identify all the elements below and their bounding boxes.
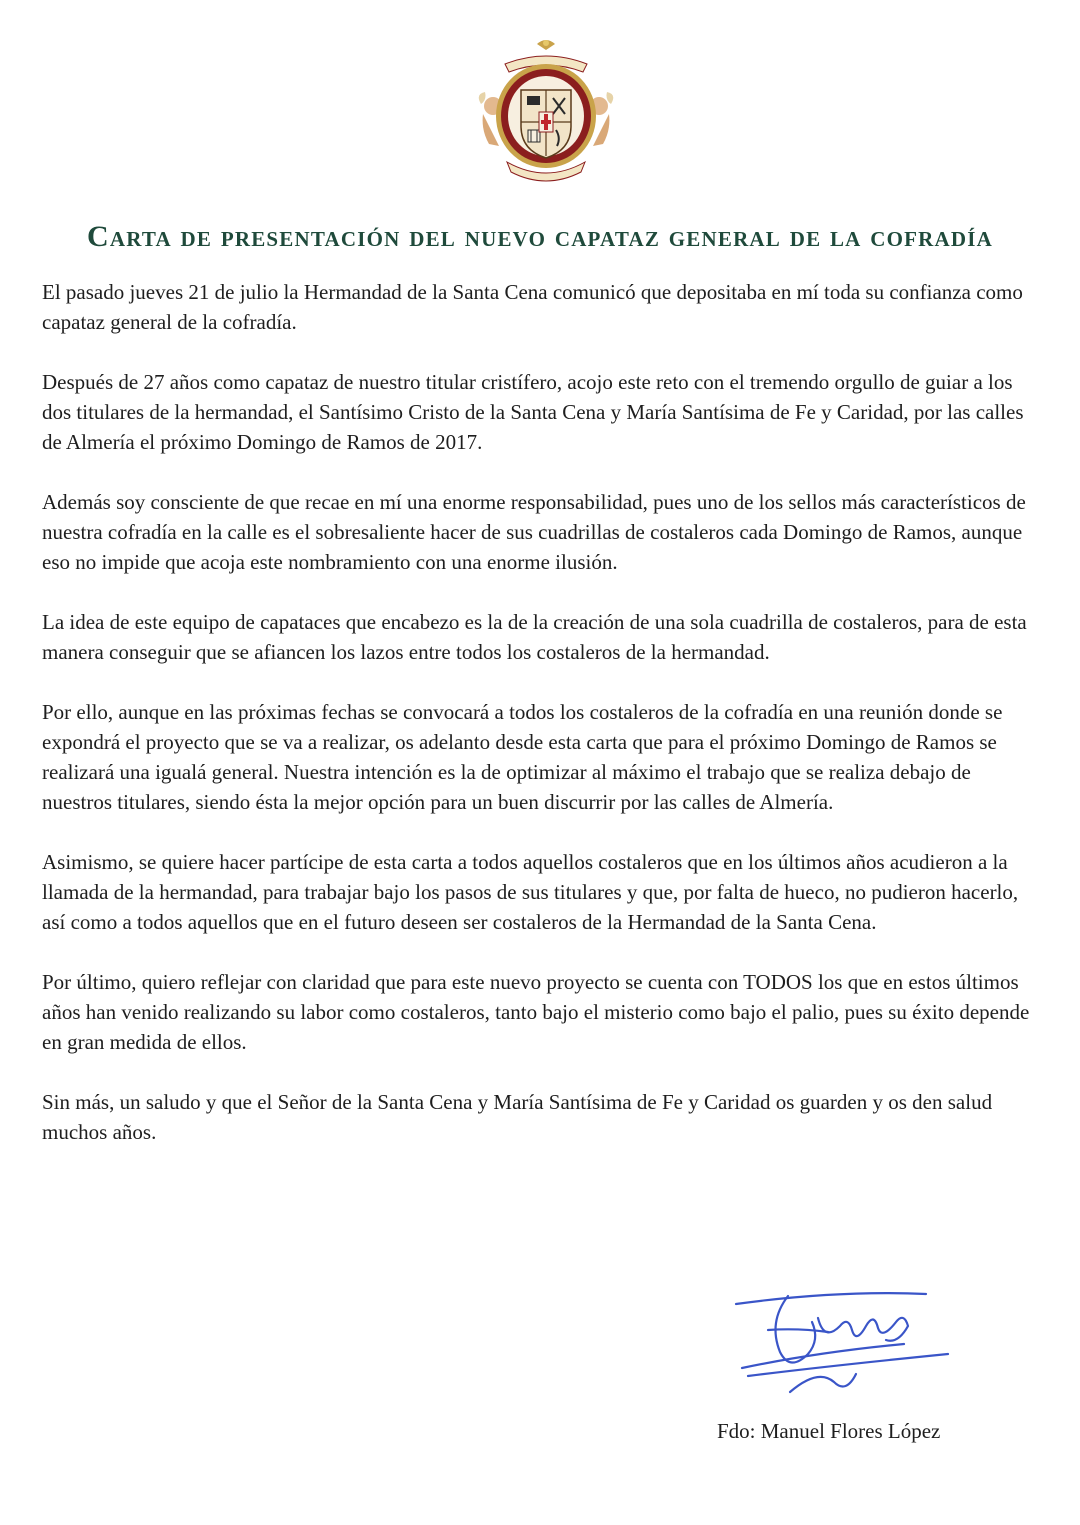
signed-by: Fdo: Manuel Flores López bbox=[717, 1419, 941, 1443]
paragraph: Además soy consciente de que recae en mí una enorme responsabilidad, pues uno de los sellos más característicos de nuestra cofradía en la calle es el sobresaliente hacer de sus cuadrillas de costaleros cada Domingo de Ramos, aunque eso no impide que acoja este nombramiento con una enorme ilusión. bbox=[42, 490, 1026, 574]
coat-of-arms-icon bbox=[477, 34, 615, 184]
letter-title: Carta de presentación del nuevo capataz general de la cofradía bbox=[86, 220, 994, 253]
paragraph: Después de 27 años como capataz de nuestro titular cristífero, acojo este reto con el tremendo orgullo de guiar a los dos titulares de la hermandad, el Santísimo Cristo de la Santa Cena y María Santísima de Fe y Caridad, por las calles de Almería el próximo Domingo de Ramos de 2017. bbox=[42, 370, 1024, 454]
paragraph: Por ello, aunque en las próximas fechas se convocará a todos los costaleros de la cofradía en una reunión donde se expondrá el proyecto que se va a realizar, os adelanto desde esta carta que para el próximo Domingo de Ramos se realizará una igualá general. Nuestra intención es la de optimizar al máximo el trabajo que se realiza debajo de nuestros titulares, siendo ésta la mejor opción para un buen discurrir por las calles de Almería. bbox=[42, 700, 1003, 814]
paragraph: La idea de este equipo de capataces que encabezo es la de la creación de una sola cuadrilla de costaleros, para de esta manera conseguir que se afiancen los lazos entre todos los costaleros de la hermandad. bbox=[42, 610, 1027, 664]
signature-icon bbox=[728, 1282, 968, 1402]
paragraph: El pasado jueves 21 de julio la Hermandad de la Santa Cena comunicó que depositaba en mí toda su confianza como capataz general de la cofradía. bbox=[42, 280, 1023, 334]
paragraph: Por último, quiero reflejar con claridad que para este nuevo proyecto se cuenta con TODOS los que en estos últimos años han venido realizando su labor como costaleros, tanto bajo el misterio como bajo el palio, pues su éxito depende en gran medida de ellos. bbox=[42, 970, 1030, 1054]
letter-body bbox=[42, 277, 1042, 1177]
paragraph: Asimismo, se quiere hacer partícipe de esta carta a todos aquellos costaleros que en los últimos años acudieron a la llamada de la hermandad, para trabajar bajo los pasos de sus titulares y que, por falta de hueco, no pudieron hacerlo, así como a todos aquellos que en el futuro deseen ser costaleros de la Hermandad de la Santa Cena. bbox=[42, 850, 1019, 934]
paragraph: Sin más, un saludo y que el Señor de la Santa Cena y María Santísima de Fe y Caridad os guarden y os den salud muchos años. bbox=[42, 1090, 993, 1144]
